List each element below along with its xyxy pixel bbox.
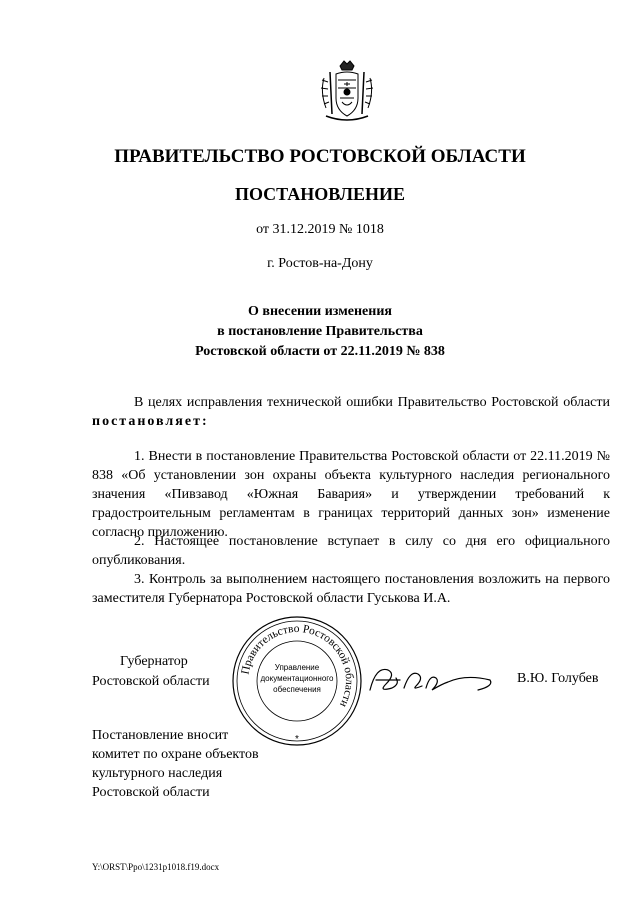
document-date-number: от 31.12.2019 № 1018 (256, 222, 384, 237)
decree-item-1: 1. Внести в постановление Правительства Ростовской области от 22.11.2019 № 838 «Об установлении зон охраны объекта культурного наследия регионального значения «Пивзавод «Южная Бавария» и утверждении требований к градостроительным регламентам в границах территорий данных зон» изменение согласно приложению. (92, 449, 610, 540)
signatory-title (92, 652, 232, 692)
seal-inner-line: документационного (260, 674, 334, 683)
coat-of-arms-icon (318, 58, 376, 124)
seal-inner-line: Управление (274, 663, 320, 672)
signatory-title-line: Ростовской области (92, 674, 210, 689)
note-line: комитет по охране объектов (92, 747, 259, 762)
document-type: ПОСТАНОВЛЕНИЕ (234, 184, 406, 204)
file-path-footer: Y:\ORST\Ppo\1231p1018.f19.docx (92, 862, 220, 872)
seal-ring-path: Правительство Ростовской области (239, 622, 356, 710)
preamble-paragraph (92, 393, 610, 431)
note-line: Ростовской области (92, 785, 210, 800)
document-city: г. Ростов-на-Дону (267, 256, 373, 271)
document-subject (0, 302, 640, 362)
seal-star: * (295, 734, 299, 745)
handwritten-signature (366, 660, 496, 698)
submitted-by-note (92, 726, 259, 802)
subject-line: О внесении изменения (248, 304, 392, 319)
subject-line: Ростовской области от 22.11.2019 № 838 (195, 344, 445, 359)
signatory-title-line: Губернатор (120, 654, 188, 669)
government-title: ПРАВИТЕЛЬСТВО РОСТОВСКОЙ ОБЛАСТИ (114, 146, 526, 167)
decree-word: постановляет: (92, 414, 209, 429)
note-line: Постановление вносит (92, 728, 229, 743)
decree-item-2: 2. Настоящее постановление вступает в силу со дня его официального опубликования. (92, 534, 610, 568)
seal-inner-line: обеспечения (273, 685, 321, 694)
governor-name: В.Ю. Голубев (517, 671, 599, 686)
decree-item-3: 3. Контроль за выполнением настоящего постановления возложить на первого заместителя Губернатора Ростовской области Гуськова И.А. (92, 572, 610, 606)
subject-line: в постановление Правительства (217, 324, 423, 339)
preamble-text: В целях исправления технической ошибки Правительство Ростовской области (134, 395, 610, 410)
note-line: культурного наследия (92, 766, 223, 781)
